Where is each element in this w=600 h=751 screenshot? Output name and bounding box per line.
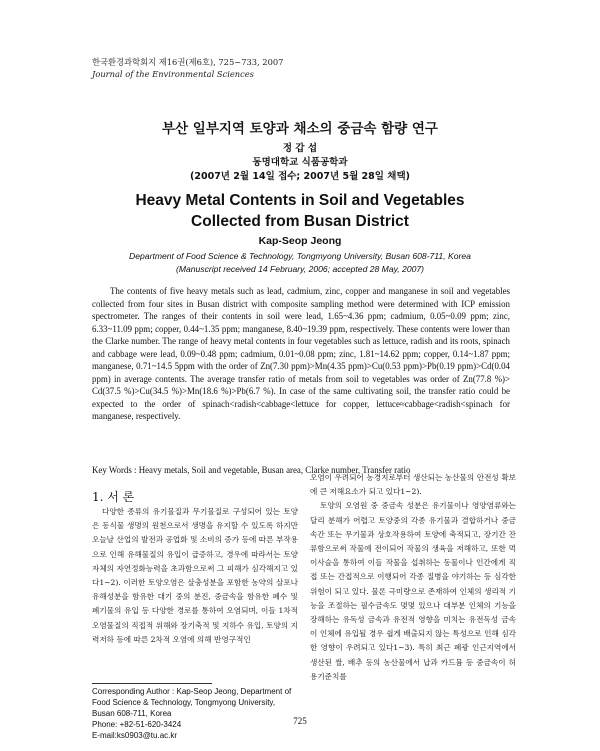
section-heading-introduction: 1. 서 론 [92,490,135,504]
author-block-korean [0,142,600,184]
title-english-line1: Heavy Metal Contents in Soil and Vegetables [135,192,465,209]
affiliation-english: Department of Food Science & Technology, Tongmyong University, Busan 608-711, Korea [129,251,471,261]
intro-paragraph-1: 다양한 종류의 유기물질과 무기물질로 구성되어 있는 토양은 동식물 생명의 원천으로서 생명을 유지할 수 있도록 하지만 오늘날 산업의 발전과 공업화 및 소비의 증가 등에 따른 부작용으로 인해 유해물질의 유입이 급증하고, 경우에 따라서는 토양자체의 자연정화능력을 초과함으로써 그 피해가 심각해지고 있다1~2). 이러한 토양오염은 살충성분을 포함한 농약의 살포나 유해성분을 함유한 대기 중의 분진, 중금속을 함유한 폐수 및 폐기물의 유입 등 다양한 경로를 통하여 오염되며, 이들 1차적 오염물질의 직접적 위해와 장기축적 및 지하수 유입, 토양의 지력저하 등에 따른 2차적 오염에 의해 반영구적인 [92,507,298,644]
journal-volume: 한국환경과학회지 제16권(제6호), 725~733, 2007 [92,57,284,67]
right-column [310,471,516,684]
abstract-text: The contents of five heavy metals such as lead, cadmium, zinc, copper and manganese in soil and vegetables collected from four sites in Busan district with composite sampling method were determined with ICP emission spectrometer. The ranges of their contents in soil were lead, 1.65~4.36 ppm; cadmium, 0.05~0.09 ppm; zinc, 6.33~11.09 ppm; copper, 0.44~1.35 ppm; manganese, 8.40~19.39 ppm, respectively. These contents were lower than the Clarke number. The range of heavy metal contents in four vegetables such as lettuce, radish and its roots, spinach and cabbage were lead, 0.09~0.48 ppm; cadmium, 0.01~0.08 ppm; zinc, 1.81~14.62 ppm; copper, 0.14~1.87 ppm; manganese, 0.71~14.5 5ppm with the order of Zn(7.30 ppm)>Mn(4.35 ppm)>Cu(0.53 ppm)>Pb(0.19 ppm)>Cd(0.04 ppm) in average contents. The average transfer ratio of metals from soil to vegetables was order of Zn(77.8 %)> Cd(37.5 %)>Cu(34.5 %)>Mn(18.6 %)>Pb(6.7 %). In case of the same cultivating soil, the transfer ratio could be expected to the order of spinach<radish<cabbage<lettuce for copper, lettuce≈cabbage<radish<spinach for manganese, respectively. [92,286,510,421]
title-korean: 부산 일부지역 토양과 채소의 중금속 함량 연구 [162,121,438,137]
corr-author-line: Corresponding Author : Kap-Seop Jeong, Department of Food Science & Technology, Tongmyong University, Busan 608-711, Korea [92,687,292,718]
title-english [0,190,600,232]
intro-paragraph-2: 토양의 오염원 중 중금속 성분은 유기물이나 영양염류와는 달리 분해가 어렵고 토양중의 각종 유기물과 결합하거나 중금속간 또는 무기물과 상호작용하여 토양에 축적되고, 장기간 잔류함으로써 작물에 전이되어 작물의 생육을 저해하고, 또한 먹이사슬을 통하여 이들 작물을 섭취하는 동물이나 인간에게 직접 또는 간접적으로 이행되어 각종 질병을 야기하는 등 심각한 위험이 되고 있다. 물론 극미량으로 존재하여 인체의 생리적 기능을 조절하는 필수금속도 몇몇 있으나 대부분 인체의 기능을 장해하는 유독성 금속과 유전적 영향을 미치는 유전독성 금속이 인체에 유입될 경우 쉽게 배출되지 않는 특성으로 인해 심각한 영향이 우려되고 있다1~3). 특히 최근 폐광 인근지역에서 생산된 쌀, 배추 등의 농산물에서 납과 카드뮴 등 중금속이 허용기준치를 [310,501,516,681]
page-number: 725 [293,716,307,726]
abstract [92,285,510,423]
title-english-line2: Collected from Busan District [191,213,409,230]
journal-name: Journal of the Environmental Sciences [92,69,254,79]
affiliation-block-english [0,250,600,275]
keywords: Key Words : Heavy metals, Soil and vegetable, Busan area, Clarke number, Transfer ratio [92,465,411,475]
author-korean: 정 갑 섭 [282,143,318,154]
author-english: Kap-Seop Jeong [258,235,342,247]
intro-paragraph-1-cont: 오염이 우려되어 농경지로부터 생산되는 농산물의 안전성 확보에 큰 저해요소가 되고 있다1~2). [310,473,516,497]
corr-phone: Phone: +82-51-620-3424 [92,720,182,729]
received-english: (Manuscript received 14 February, 2006; accepted 28 May, 2007) [175,263,425,274]
corresponding-author [92,686,298,741]
corr-email: E-mail:ks0903@tu.ac.kr [92,731,178,740]
journal-header [92,56,283,80]
left-column [92,505,298,647]
received-korean: (2007년 2월 14일 접수; 2007년 5월 28일 채택) [190,171,410,182]
affiliation-korean: 동명대학교 식품공학과 [252,157,348,168]
footnote-divider [92,683,212,684]
